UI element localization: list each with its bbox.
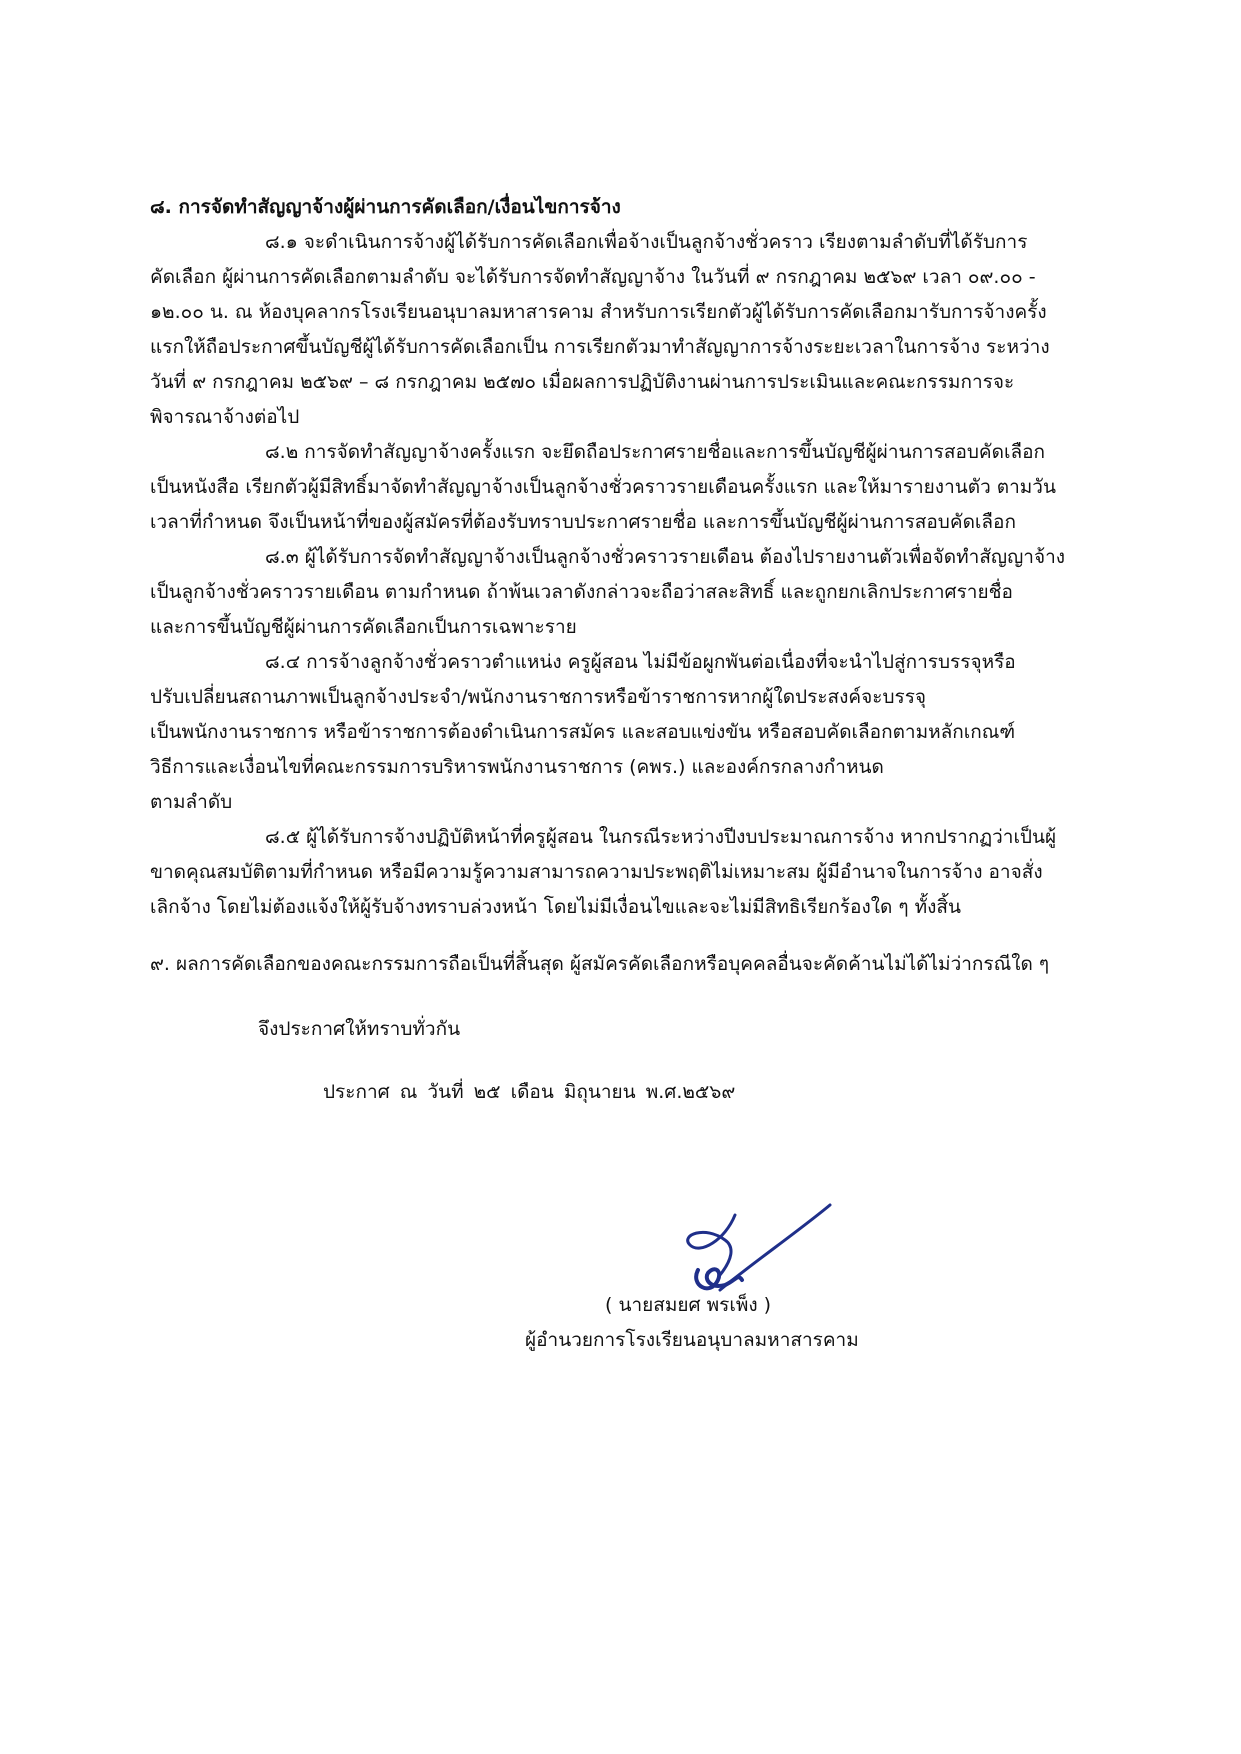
text-line: แรกให้ถือประกาศขึ้นบัญชีผู้ได้รับการคัดเลือกเป็น การเรียกตัวมาทำสัญญาการจ้างระยะเวลาในการจ้าง ระหว่าง [150,336,1050,358]
text-line: พิจารณาจ้างต่อไป [150,406,300,428]
text-line: ตามลำดับ [150,791,233,813]
text-line: เวลาที่กำหนด จึงเป็นหน้าที่ของผู้สมัครที่ต้องรับทราบประกาศรายชื่อ และการขึ้นบัญชีผู้ผ่านการสอบคัดเลือก [150,511,1016,533]
text-line: เป็นลูกจ้างชั่วคราวรายเดือน ตามกำหนด ถ้าพ้นเวลาดังกล่าวจะถือว่าสละสิทธิ์ และถูกยกเลิกประกาศรายชื่อ [150,581,1013,603]
paragraph-8-5 [150,820,1130,925]
text-line: ๘.๒ การจัดทำสัญญาจ้างครั้งแรก จะยึดถือประกาศรายชื่อและการขึ้นบัญชีผู้ผ่านการสอบคัดเลือก [265,441,1046,463]
text-line: ขาดคุณสมบัติตามที่กำหนด หรือมีความรู้ความสามารถความประพฤติไม่เหมาะสม ผู้มีอำนาจในการจ้าง อาจสั่ง [150,861,1043,883]
text-line: วันที่ ๙ กรกฎาคม ๒๕๖๙ – ๘ กรกฎาคม ๒๕๗๐ เมื่อผลการปฏิบัติงานผ่านการประเมินและคณะกรรมการจะ [150,371,1015,393]
paragraph-8-2 [150,435,1130,540]
text-line: เป็นพนักงานราชการ หรือข้าราชการต้องดำเนินการสมัคร และสอบแข่งขัน หรือสอบคัดเลือกตามหลักเกณฑ์ [150,721,1016,743]
text-line: คัดเลือก ผู้ผ่านการคัดเลือกตามลำดับ จะได้รับการจัดทำสัญญาจ้าง ในวันที่ ๙ กรกฎาคม ๒๕๖๙ เวลา ๐๙.๐๐ - [150,266,1036,288]
text-line: ปรับเปลี่ยนสถานภาพเป็นลูกจ้างประจำ/พนักงานราชการหรือข้าราชการหากผู้ใดประสงค์จะบรรจุ [150,686,927,708]
paragraph-8-3 [150,540,1130,645]
signer-title: ผู้อำนวยการโรงเรียนอนุบาลมหาสารคาม [525,1329,859,1351]
text-line: ๘.๑ จะดำเนินการจ้างผู้ได้รับการคัดเลือกเพื่อจ้างเป็นลูกจ้างชั่วคราว เรียงตามลำดับที่ได้รับการ [265,231,1028,253]
paragraph-8-4 [150,645,1130,820]
signature-icon [680,1185,860,1305]
text-line: ๙. ผลการคัดเลือกของคณะกรรมการถือเป็นที่สิ้นสุด ผู้สมัครคัดเลือกหรือบุคคลอื่นจะคัดค้านไม่ได้ไม่ว่ากรณีใด ๆ [150,953,1050,975]
signer-name: ( นายสมยศ พรเพ็ง ) [605,1294,772,1316]
text-line: ๑๒.๐๐ น. ณ ห้องบุคลากรโรงเรียนอนุบาลมหาสารคาม สำหรับการเรียกตัวผู้ได้รับการคัดเลือกมารับการจ้างครั้ง [150,301,1047,323]
text-line: เป็นหนังสือ เรียกตัวผู้มีสิทธิ์มาจัดทำสัญญาจ้างเป็นลูกจ้างชั่วคราวรายเดือนครั้งแรก และให้มารายงานตัว ตามวัน [150,476,1056,498]
section-9-paragraph [150,947,1130,982]
paragraph-8-1 [150,225,1130,435]
announcement-date: ประกาศ ณ วันที่ ๒๕ เดือน มิถุนายน พ.ศ.๒๕๖๙ [323,1081,736,1103]
text-line: วิธีการและเงื่อนไขที่คณะกรรมการบริหารพนักงานราชการ (คพร.) และองค์กรกลางกำหนด [150,756,884,778]
section-8-heading: ๘. การจัดทำสัญญาจ้างผู้ผ่านการคัดเลือก/เงื่อนไขการจ้าง [150,196,621,218]
announcement-line: จึงประกาศให้ทราบทั่วกัน [258,1018,461,1040]
text-line: ๘.๔ การจ้างลูกจ้างชั่วคราวตำแหน่ง ครูผู้สอน ไม่มีข้อผูกพันต่อเนื่องที่จะนำไปสู่การบรรจุหรือ [265,651,1016,673]
document-body [150,190,1130,1110]
text-line: และการขึ้นบัญชีผู้ผ่านการคัดเลือกเป็นการเฉพาะราย [150,616,577,638]
text-line: เลิกจ้าง โดยไม่ต้องแจ้งให้ผู้รับจ้างทราบล่วงหน้า โดยไม่มีเงื่อนไขและจะไม่มีสิทธิเรียกร้องใด ๆ ทั้งสิ้น [150,896,962,918]
text-line: ๘.๕ ผู้ได้รับการจ้างปฏิบัติหน้าที่ครูผู้สอน ในกรณีระหว่างปีงบประมาณการจ้าง หากปรากฏว่าเป็นผู้ [265,826,1057,848]
text-line: ๘.๓ ผู้ได้รับการจัดทำสัญญาจ้างเป็นลูกจ้างชั่วคราวรายเดือน ต้องไปรายงานตัวเพื่อจัดทำสัญญาจ้าง [265,546,1066,568]
